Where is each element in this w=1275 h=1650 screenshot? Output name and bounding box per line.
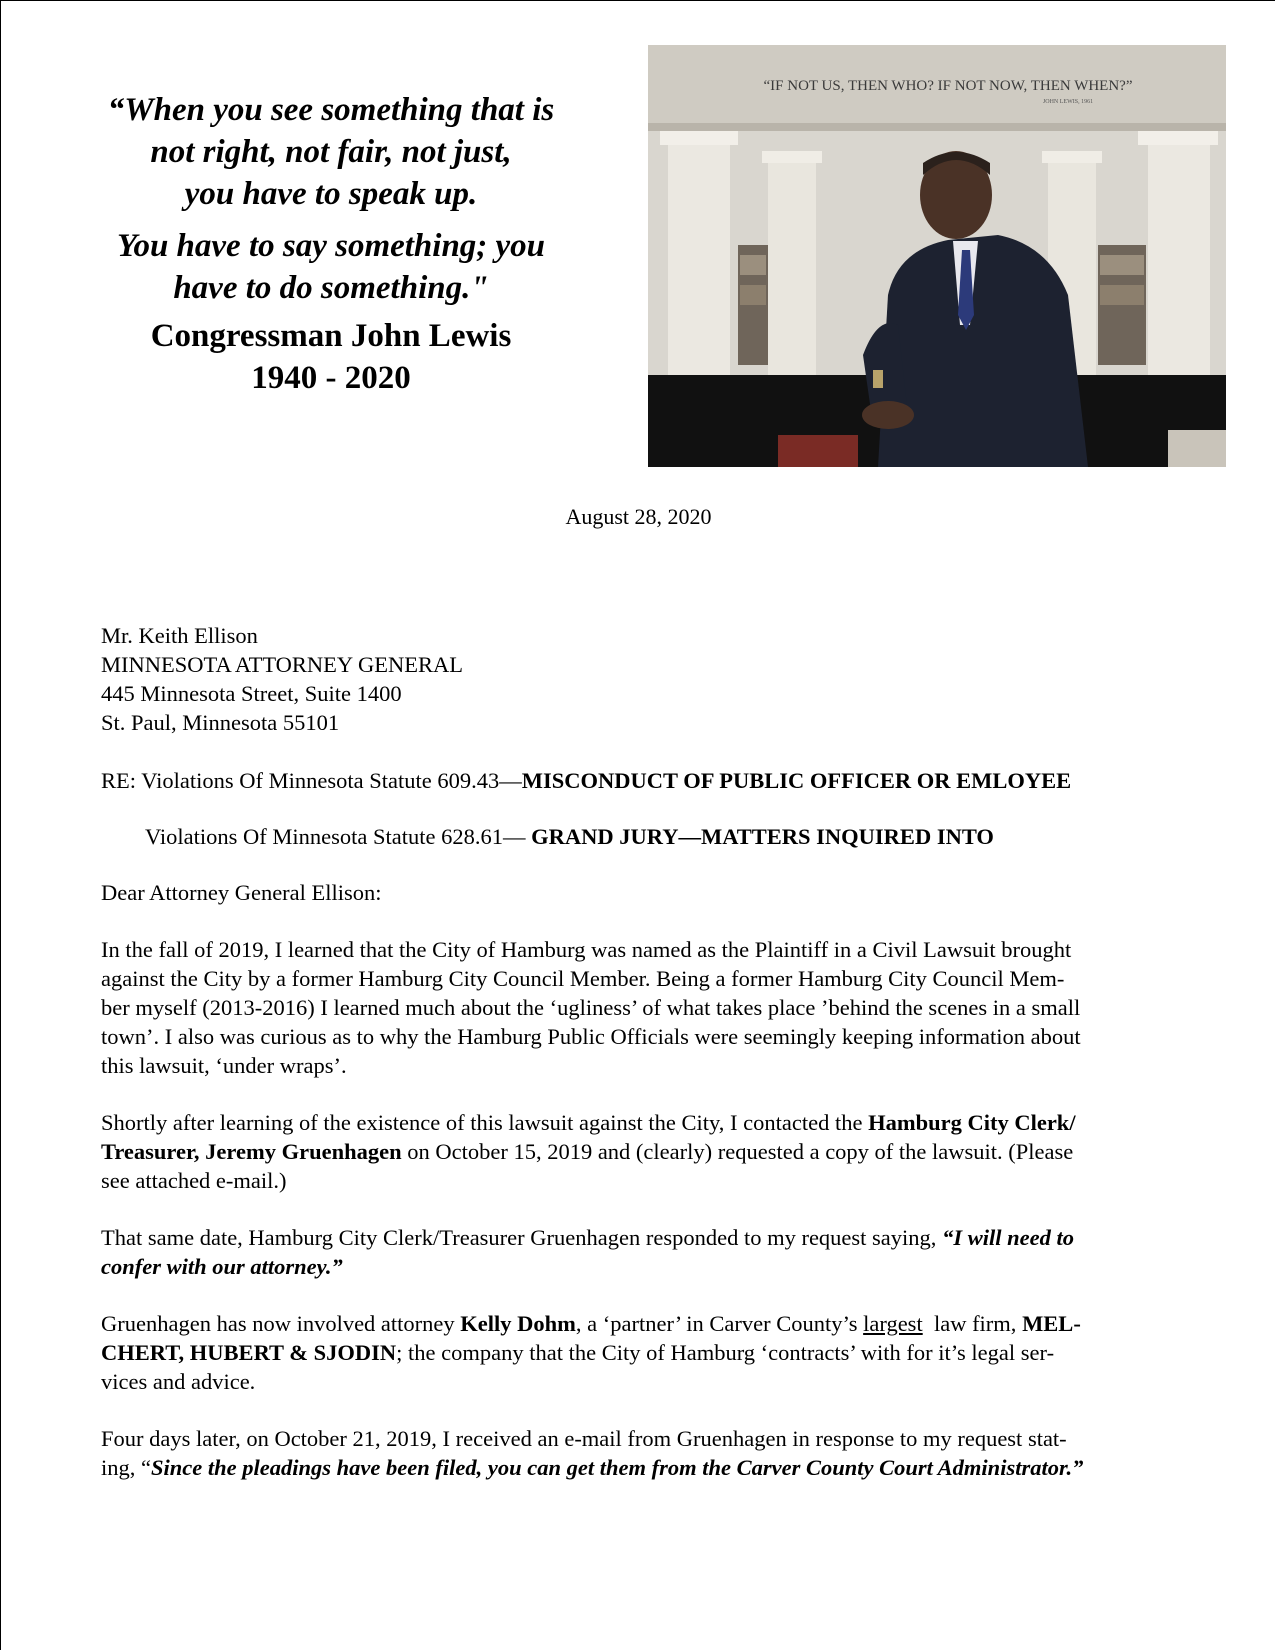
text-line: ber myself (2013-2016) I learned much about the ‘ugliness’ of what takes place ’behind the scenes in a small (101, 995, 1081, 1020)
text-line (101, 1137, 1201, 1166)
text-line: town’. I also was curious as to why the Hamburg Public Officials were seemingly keeping information about (101, 1024, 1081, 1049)
quote-author: Congressman John Lewis (150, 318, 512, 354)
quote-block (51, 89, 611, 399)
recipient-street: 445 Minnesota Street, Suite 1400 (101, 681, 402, 706)
recipient-city: St. Paul, Minnesota 55101 (101, 710, 340, 735)
john-lewis-photo (648, 45, 1226, 467)
text-line: see attached e-mail.) (101, 1168, 287, 1193)
text-span: , a ‘partner’ in Carver County’s (575, 1311, 864, 1336)
text-span: law firm, (922, 1311, 1023, 1336)
underline-span: largest (863, 1311, 923, 1336)
recipient-name: Mr. Keith Ellison (101, 623, 258, 648)
text-line (101, 1338, 1201, 1367)
recipient-title: MINNESOTA ATTORNEY GENERAL (101, 652, 463, 677)
bold-span: Hamburg City Clerk/ (868, 1110, 1076, 1135)
text-span: Shortly after learning of the existence of this lawsuit against the City, I contacted the (101, 1110, 869, 1135)
text-span: Gruenhagen has now involved attorney (101, 1311, 461, 1336)
paragraph-3 (101, 1223, 1201, 1281)
text-line: Four days later, on October 21, 2019, I received an e-mail from Gruenhagen in response to my request stat- (101, 1426, 1067, 1451)
photo-inscription-credit: JOHN LEWIS, 1961 (1042, 99, 1094, 105)
paragraph-4 (101, 1309, 1201, 1396)
paragraph-5 (101, 1424, 1201, 1482)
photo-inscription: “IF NOT US, THEN WHO? IF NOT NOW, THEN WHEN?” (763, 78, 1133, 94)
text-line (101, 1453, 1201, 1482)
text-line (101, 1108, 1201, 1137)
text-line: In the fall of 2019, I learned that the City of Hamburg was named as the Plaintiff in a Civil Lawsuit brought (101, 937, 1072, 962)
text-span: on October 15, 2019 and (clearly) requested a copy of the lawsuit. (Please (401, 1139, 1074, 1164)
salutation: Dear Attorney General Ellison: (101, 880, 382, 905)
text-span: That same date, Hamburg City Clerk/Treasurer Gruenhagen responded to my request saying, (101, 1225, 943, 1250)
text-line: confer with our attorney.” (101, 1254, 343, 1279)
re-prefix: Violations Of Minnesota Statute 628.61— (145, 824, 532, 849)
bold-span: Kelly Dohm (460, 1311, 576, 1336)
bold-span: Treasurer, Jeremy Gruenhagen (101, 1139, 402, 1164)
text-line (101, 1223, 1201, 1252)
re-line-1 (101, 766, 1201, 795)
quote-years: 1940 - 2020 (251, 360, 411, 396)
re-line-2 (145, 822, 1201, 851)
text-line: vices and advice. (101, 1369, 256, 1394)
paragraph-2 (101, 1108, 1201, 1195)
paragraph-1 (101, 935, 1201, 1080)
quote-text (51, 89, 611, 309)
letter-body (101, 621, 1201, 1482)
text-line (101, 1309, 1201, 1338)
text-span: ; the company that the City of Hamburg ‘contracts’ with for it’s legal ser- (396, 1340, 1055, 1365)
text-line: against the City by a former Hamburg City Council Member. Being a former Hamburg City Council Mem- (101, 966, 1065, 991)
bold-span: CHERT, HUBERT & SJODIN (101, 1340, 397, 1365)
re-subject: MISCONDUCT OF PUBLIC OFFICER OR EMLOYEE (521, 768, 1072, 793)
recipient-address (101, 621, 1201, 737)
bold-italic-span: Since the pleadings have been filed, you can get them from the Carver County Court Administrator.” (151, 1455, 1084, 1480)
quote-line: “When you see something that is (107, 92, 555, 128)
quote-line: You have to say something; you (116, 228, 546, 264)
text-line: this lawsuit, ‘under wraps’. (101, 1053, 347, 1078)
bold-span: MEL- (1022, 1311, 1081, 1336)
quote-line: have to do something." (173, 270, 489, 306)
bold-italic-span: “I will need to (942, 1225, 1074, 1250)
re-prefix: RE: Violations Of Minnesota Statute 609.43— (101, 768, 522, 793)
letter-date: August 28, 2020 (565, 504, 712, 529)
quote-line: not right, not fair, not just, (150, 134, 512, 170)
quote-line: you have to speak up. (184, 176, 478, 212)
re-subject: GRAND JURY—MATTERS INQUIRED INTO (531, 824, 994, 849)
text-span: ing, “ (101, 1455, 151, 1480)
